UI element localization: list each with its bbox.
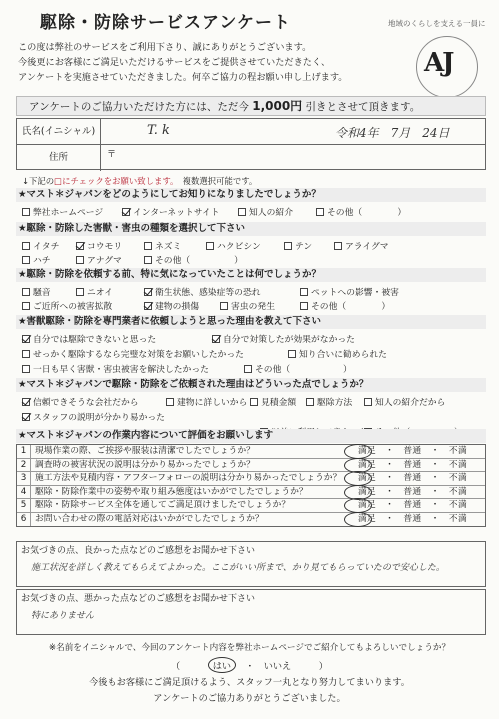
logo-tagline: 地域のくらしを支える一員に — [388, 19, 486, 28]
evaluation-row — [17, 472, 485, 486]
row-question: 駆除・防除作業中の姿勢や取り組み態度はいかがでしたでしょうか？ — [35, 486, 308, 497]
option-neighbor-spread[interactable]: ご近所への被害拡散 — [22, 299, 112, 312]
checkbox[interactable] — [22, 288, 30, 296]
checkbox[interactable] — [76, 288, 84, 296]
option-other[interactable]: その他（ ） — [144, 253, 243, 266]
checkbox[interactable] — [300, 302, 308, 310]
question-why-chosen: ★マスト＊ジャパンで駆除・防除をご依頼された理由はどういった点でしょうか？ — [16, 378, 486, 392]
checkbox-checked[interactable] — [144, 302, 152, 310]
option-hygiene[interactable]: 衛生状態、感染症等の恐れ — [144, 285, 261, 298]
rating-scale[interactable]: 満足 ・ 普通 ・ 不満 — [357, 486, 467, 497]
option-internet-site[interactable]: インターネットサイト — [122, 205, 220, 218]
row-question: 駆除・防除サービス全体を通してご満足頂けましたでしょうか？ — [35, 500, 291, 510]
logo-mark: AJ — [424, 48, 453, 78]
checkbox-checked[interactable] — [144, 288, 152, 296]
checkbox-checked[interactable] — [76, 242, 84, 250]
checkbox[interactable] — [284, 242, 292, 250]
option-bat[interactable]: コウモリ — [76, 239, 122, 252]
banner-text: アンケートのご協力いただけた方には、ただ今 — [29, 101, 249, 113]
question-how-found: ★マスト＊ジャパンをどのようにしてお知りになりましたでしょうか？ — [16, 188, 486, 202]
question-pest-type: ★駆除・防除した害獣・害虫の種類を選択して下さい — [16, 222, 486, 236]
row-number: 2 — [17, 459, 31, 472]
checkbox[interactable] — [22, 365, 30, 373]
closing-line-2: アンケートのご協力ありがとうございました。 — [153, 693, 346, 704]
rating-scale[interactable]: 満足 ・ 普通 ・ 不満 — [357, 473, 467, 483]
evaluation-row — [17, 486, 485, 500]
consent-no[interactable]: いいえ — [263, 661, 292, 672]
checkbox-checked[interactable] — [22, 413, 30, 421]
evaluation-row — [17, 499, 485, 513]
option-marten[interactable]: テン — [284, 239, 312, 252]
option-perfect-measure[interactable]: せっかく駆除するなら完璧な対策をお願いしたかった — [22, 347, 244, 360]
note-suffix: 複数選択可能です。 — [182, 176, 258, 186]
option-pet-impact[interactable]: ペットへの影響・被害 — [300, 285, 399, 298]
company-logo — [388, 8, 496, 108]
checkbox[interactable] — [364, 398, 372, 406]
evaluation-table — [16, 444, 486, 527]
consent-options: （ はい ・ いいえ ） — [0, 657, 499, 673]
checkbox-checked[interactable] — [22, 398, 30, 406]
banner-amount: 1,000円 — [252, 99, 303, 113]
address-label: 住所 — [17, 145, 101, 171]
rating-circle — [344, 471, 372, 486]
option-other[interactable]: その他（ ） — [300, 299, 390, 312]
option-civet[interactable]: ハクビシン — [206, 239, 261, 252]
checkbox[interactable] — [334, 242, 342, 250]
name-field[interactable]: T. k — [147, 123, 170, 138]
checkbox-checked[interactable] — [22, 335, 30, 343]
checkbox[interactable] — [22, 302, 30, 310]
rating-circle — [344, 444, 372, 459]
row-number: 1 — [17, 445, 31, 458]
option-recommended[interactable]: 知り合いに勧められた — [288, 347, 387, 360]
option-other[interactable]: その他（ ） — [244, 362, 352, 375]
option-badger[interactable]: アナグマ — [76, 253, 122, 266]
rating-scale[interactable]: 満足 ・ 普通 ・ 不満 — [357, 500, 467, 510]
evaluation-row — [17, 513, 485, 527]
option-estimate[interactable]: 見積金額 — [250, 395, 296, 408]
question-evaluation: ★マスト＊ジャパンの作業内容について評価をお願いします — [16, 429, 486, 443]
bad-points-answer[interactable]: 特にありません — [31, 611, 95, 621]
option-bee[interactable]: ハチ — [22, 253, 51, 266]
checkbox[interactable] — [220, 302, 228, 310]
option-self-failed[interactable]: 自分で対策したが効果がなかった — [212, 332, 355, 345]
note-prefix: ↓下記の — [22, 176, 55, 186]
intro-text — [18, 40, 388, 85]
banner-text-end: 引きとさせて頂きます。 — [305, 101, 421, 113]
option-homepage[interactable]: 弊社ホームページ — [22, 205, 103, 218]
checkbox[interactable] — [22, 208, 30, 216]
note-red-text: □にチェックをお願い致します。 — [54, 176, 175, 186]
question-concerns: ★駆除・防除を依頼する前、特に気になっていたことは何でしょうか？ — [16, 268, 486, 282]
good-points-header: お気づきの点、良かった点などのご感想をお聞かせ下さい — [21, 546, 256, 556]
name-label: 氏名(イニシャル) — [17, 119, 101, 144]
evaluation-row — [17, 459, 485, 473]
row-question: 調査時の被害状況の説明は分かり易かったでしょうか？ — [35, 459, 255, 470]
date-field[interactable]: 令和4年 7月 24日 — [335, 126, 450, 140]
option-acquaintance[interactable]: 知人の紹介だから — [364, 395, 445, 408]
closing-line-1: 今後もお客様にご満足頂けるよう、スタッフ一丸となり努力してまいります。 — [89, 677, 410, 688]
checkbox-checked[interactable] — [122, 208, 130, 216]
option-method[interactable]: 駆除方法 — [306, 395, 352, 408]
row-number: 6 — [17, 513, 31, 527]
evaluation-row — [17, 445, 485, 459]
checkbox[interactable] — [144, 242, 152, 250]
checkbox[interactable] — [144, 256, 152, 264]
option-referral[interactable]: 知人の紹介 — [238, 205, 293, 218]
name-row — [17, 119, 485, 145]
intro-line: アンケートを実施させていただきました。何卒ご協力の程お願い申し上げます。 — [18, 72, 348, 83]
row-number: 5 — [17, 499, 31, 512]
option-rat[interactable]: ネズミ — [144, 239, 181, 252]
option-noise[interactable]: 騒音 — [22, 285, 51, 298]
survey-title: 駆除・防除サービスアンケート — [40, 13, 291, 33]
consent-yes[interactable]: はい — [208, 657, 236, 673]
option-building-knowledge[interactable]: 建物に詳しいから — [166, 395, 247, 408]
checkbox[interactable] — [76, 256, 84, 264]
row-question: 施工方法や見積内容・アフターフォローの説明は分かり易かったでしょうか？ — [35, 473, 342, 483]
option-building-damage[interactable]: 建物の損傷 — [144, 299, 199, 312]
checkbox[interactable] — [288, 350, 296, 358]
checkbox[interactable] — [300, 288, 308, 296]
rating-scale[interactable]: 満足 ・ 普通 ・ 不満 — [357, 446, 467, 456]
consent-question: ※名前をイニシャルで、今回のアンケート内容を弊社ホームページでご紹介してもよろしいでしょうか？ — [48, 643, 451, 653]
checkbox[interactable] — [166, 398, 174, 406]
checkbox[interactable] — [22, 350, 30, 358]
checkbox[interactable] — [306, 398, 314, 406]
option-other[interactable]: その他（ ） — [316, 205, 406, 218]
question-why-professional: ★害獣駆除・防除を専門業者に依頼しようと思った理由を教えて下さい — [16, 315, 486, 329]
address-row — [17, 145, 485, 171]
option-trustworthy[interactable]: 信頼できそうな会社だから — [22, 395, 139, 408]
intro-line: 今後更にお客様にご満足いただけるサービスをご提供させていただきたく、 — [18, 57, 331, 68]
bad-points-header: お気づきの点、悪かった点などのご感想をお聞かせ下さい — [21, 594, 256, 604]
row-question: 現場作業の際、ご挨拶や服装は清潔でしたでしょうか？ — [35, 446, 255, 456]
bad-points-box — [16, 589, 486, 635]
checkbox[interactable] — [22, 256, 30, 264]
checkbox[interactable] — [22, 242, 30, 250]
rating-circle — [344, 498, 372, 513]
option-weasel[interactable]: イタチ — [22, 239, 59, 252]
good-points-answer[interactable]: 施工状況を詳しく教えてもらえてよかった。ここがいい所まで、かり見てもらっていたので安心した。 — [31, 563, 445, 573]
option-cannot-self[interactable]: 自分では駆除できないと思った — [22, 332, 156, 345]
checkbox[interactable] — [206, 242, 214, 250]
checkbox[interactable] — [244, 365, 252, 373]
option-raccoon[interactable]: アライグマ — [334, 239, 389, 252]
intro-line: この度は弊社のサービスをご利用下さり、誠にありがとうございます。 — [18, 42, 312, 53]
customer-info-table — [16, 118, 486, 170]
rating-circle — [344, 512, 372, 527]
postal-mark: 〒 — [107, 150, 117, 160]
checkbox[interactable] — [238, 208, 246, 216]
rating-scale[interactable]: 満足 ・ 普通 ・ 不満 — [357, 459, 467, 470]
checkbox-checked[interactable] — [212, 335, 220, 343]
row-number: 3 — [17, 472, 31, 485]
option-insect-outbreak[interactable]: 害虫の発生 — [220, 299, 275, 312]
option-solve-quickly[interactable]: 一日も早く害獣・害虫被害を解決したかった — [22, 362, 209, 375]
rating-scale[interactable]: 満足 ・ 普通 ・ 不満 — [357, 513, 467, 524]
checkbox[interactable] — [316, 208, 324, 216]
row-question: お問い合わせの際の電話対応はいかがでしたでしょうか？ — [35, 513, 264, 524]
option-odor[interactable]: ニオイ — [76, 285, 113, 298]
checkbox[interactable] — [250, 398, 258, 406]
row-number: 4 — [17, 486, 31, 499]
instruction-note — [22, 175, 257, 187]
option-clear-explanation[interactable]: スタッフの説明が分かり易かった — [22, 410, 165, 423]
address-field[interactable] — [117, 147, 477, 167]
reward-banner — [16, 96, 486, 116]
good-points-box — [16, 541, 486, 587]
